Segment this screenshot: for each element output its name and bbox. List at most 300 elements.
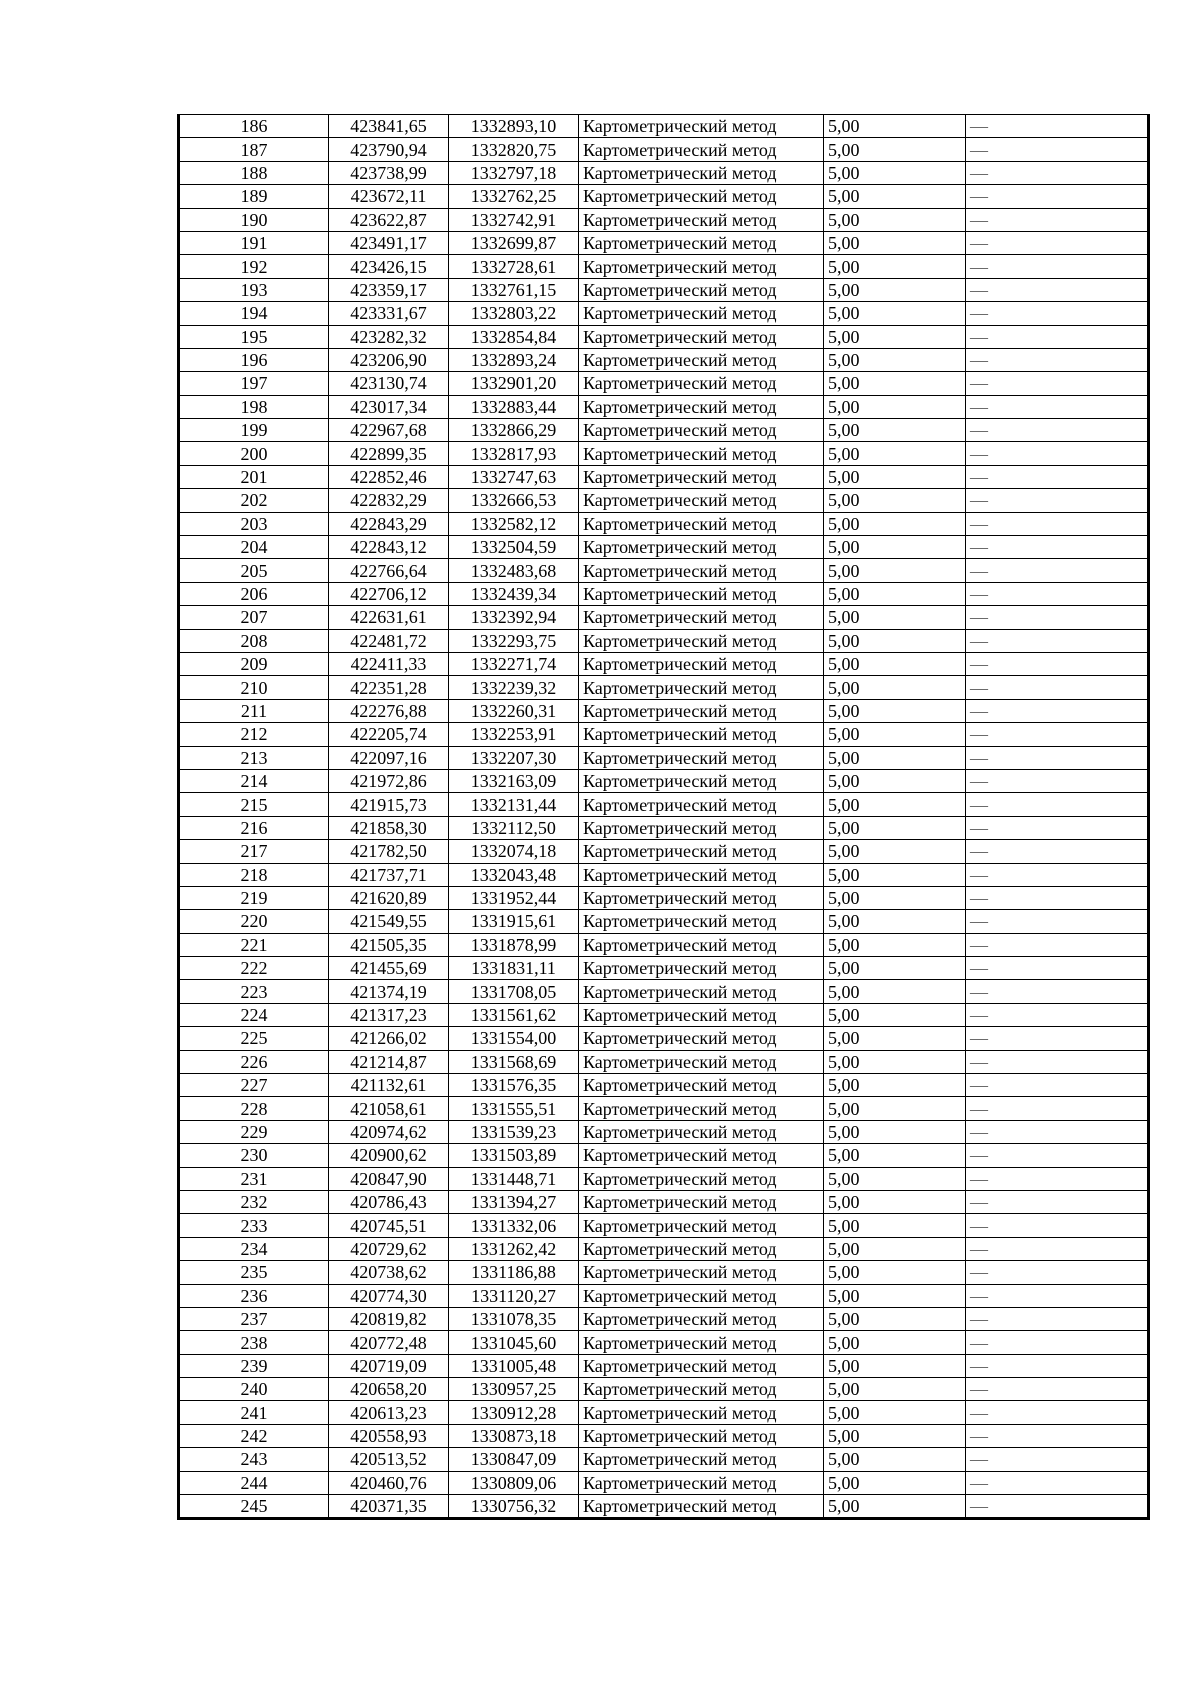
- note-cell: —: [966, 1307, 1149, 1330]
- point-number-cell: 208: [179, 629, 329, 652]
- y-coordinate-cell: 1332131,44: [449, 793, 579, 816]
- point-number-cell: 232: [179, 1190, 329, 1213]
- x-coordinate-cell: 421737,71: [329, 863, 449, 886]
- note-cell: —: [966, 536, 1149, 559]
- table-row: [179, 512, 1149, 535]
- accuracy-cell: 5,00: [824, 559, 966, 582]
- x-coordinate-cell: 421214,87: [329, 1050, 449, 1073]
- accuracy-cell: 5,00: [824, 886, 966, 909]
- note-cell: —: [966, 1261, 1149, 1284]
- x-coordinate-cell: 422832,29: [329, 489, 449, 512]
- x-coordinate-cell: 421455,69: [329, 957, 449, 980]
- point-number-cell: 207: [179, 606, 329, 629]
- method-cell: Картометрический метод: [579, 629, 824, 652]
- y-coordinate-cell: 1331831,11: [449, 957, 579, 980]
- note-cell: —: [966, 769, 1149, 792]
- y-coordinate-cell: 1332820,75: [449, 138, 579, 161]
- y-coordinate-cell: 1331555,51: [449, 1097, 579, 1120]
- table-row: [179, 886, 1149, 909]
- x-coordinate-cell: 420513,52: [329, 1448, 449, 1471]
- table-row: [179, 1307, 1149, 1330]
- accuracy-cell: 5,00: [824, 1003, 966, 1026]
- table-row: [179, 933, 1149, 956]
- point-number-cell: 225: [179, 1027, 329, 1050]
- point-number-cell: 229: [179, 1120, 329, 1143]
- y-coordinate-cell: 1330809,06: [449, 1471, 579, 1494]
- table-row: [179, 489, 1149, 512]
- coordinates-table: [177, 114, 1150, 1520]
- point-number-cell: 196: [179, 348, 329, 371]
- note-cell: —: [966, 1378, 1149, 1401]
- method-cell: Картометрический метод: [579, 559, 824, 582]
- y-coordinate-cell: 1331539,23: [449, 1120, 579, 1143]
- point-number-cell: 186: [179, 115, 329, 138]
- x-coordinate-cell: 421858,30: [329, 816, 449, 839]
- table-row: [179, 1003, 1149, 1026]
- table-row: [179, 278, 1149, 301]
- y-coordinate-cell: 1332271,74: [449, 652, 579, 675]
- accuracy-cell: 5,00: [824, 395, 966, 418]
- table-row: [179, 699, 1149, 722]
- point-number-cell: 193: [179, 278, 329, 301]
- point-number-cell: 228: [179, 1097, 329, 1120]
- table-row: [179, 1097, 1149, 1120]
- y-coordinate-cell: 1332761,15: [449, 278, 579, 301]
- method-cell: Картометрический метод: [579, 536, 824, 559]
- accuracy-cell: 5,00: [824, 793, 966, 816]
- accuracy-cell: 5,00: [824, 442, 966, 465]
- note-cell: —: [966, 115, 1149, 138]
- point-number-cell: 215: [179, 793, 329, 816]
- note-cell: —: [966, 185, 1149, 208]
- table-row: [179, 1237, 1149, 1260]
- point-number-cell: 233: [179, 1214, 329, 1237]
- method-cell: Картометрический метод: [579, 1190, 824, 1213]
- y-coordinate-cell: 1331448,71: [449, 1167, 579, 1190]
- table-row: [179, 395, 1149, 418]
- x-coordinate-cell: 421374,19: [329, 980, 449, 1003]
- y-coordinate-cell: 1331005,48: [449, 1354, 579, 1377]
- point-number-cell: 226: [179, 1050, 329, 1073]
- x-coordinate-cell: 422276,88: [329, 699, 449, 722]
- x-coordinate-cell: 423282,32: [329, 325, 449, 348]
- note-cell: —: [966, 278, 1149, 301]
- accuracy-cell: 5,00: [824, 723, 966, 746]
- x-coordinate-cell: 422706,12: [329, 582, 449, 605]
- table-row: [179, 115, 1149, 138]
- x-coordinate-cell: 420819,82: [329, 1307, 449, 1330]
- x-coordinate-cell: 420738,62: [329, 1261, 449, 1284]
- x-coordinate-cell: 423130,74: [329, 372, 449, 395]
- y-coordinate-cell: 1331878,99: [449, 933, 579, 956]
- note-cell: —: [966, 1214, 1149, 1237]
- table-row: [179, 372, 1149, 395]
- x-coordinate-cell: 420558,93: [329, 1424, 449, 1447]
- table-row: [179, 1354, 1149, 1377]
- y-coordinate-cell: 1332439,34: [449, 582, 579, 605]
- point-number-cell: 237: [179, 1307, 329, 1330]
- point-number-cell: 189: [179, 185, 329, 208]
- method-cell: Картометрический метод: [579, 1027, 824, 1050]
- method-cell: Картометрический метод: [579, 395, 824, 418]
- table-row: [179, 442, 1149, 465]
- accuracy-cell: 5,00: [824, 1307, 966, 1330]
- point-number-cell: 242: [179, 1424, 329, 1447]
- point-number-cell: 192: [179, 255, 329, 278]
- note-cell: —: [966, 629, 1149, 652]
- method-cell: Картометрический метод: [579, 208, 824, 231]
- method-cell: Картометрический метод: [579, 1097, 824, 1120]
- accuracy-cell: 5,00: [824, 980, 966, 1003]
- note-cell: —: [966, 231, 1149, 254]
- note-cell: —: [966, 442, 1149, 465]
- y-coordinate-cell: 1332112,50: [449, 816, 579, 839]
- y-coordinate-cell: 1332392,94: [449, 606, 579, 629]
- method-cell: Картометрический метод: [579, 793, 824, 816]
- y-coordinate-cell: 1331120,27: [449, 1284, 579, 1307]
- method-cell: Картометрический метод: [579, 1331, 824, 1354]
- method-cell: Картометрический метод: [579, 1003, 824, 1026]
- table-row: [179, 1214, 1149, 1237]
- method-cell: Картометрический метод: [579, 886, 824, 909]
- x-coordinate-cell: 422843,12: [329, 536, 449, 559]
- point-number-cell: 210: [179, 676, 329, 699]
- method-cell: Картометрический метод: [579, 746, 824, 769]
- method-cell: Картометрический метод: [579, 933, 824, 956]
- accuracy-cell: 5,00: [824, 1214, 966, 1237]
- y-coordinate-cell: 1331576,35: [449, 1074, 579, 1097]
- table-row: [179, 746, 1149, 769]
- point-number-cell: 202: [179, 489, 329, 512]
- x-coordinate-cell: 423738,99: [329, 161, 449, 184]
- table-row: [179, 582, 1149, 605]
- y-coordinate-cell: 1331568,69: [449, 1050, 579, 1073]
- note-cell: —: [966, 699, 1149, 722]
- accuracy-cell: 5,00: [824, 1167, 966, 1190]
- method-cell: Картометрический метод: [579, 1144, 824, 1167]
- method-cell: Картометрический метод: [579, 372, 824, 395]
- table-row: [179, 816, 1149, 839]
- x-coordinate-cell: 423359,17: [329, 278, 449, 301]
- y-coordinate-cell: 1331554,00: [449, 1027, 579, 1050]
- method-cell: Картометрический метод: [579, 606, 824, 629]
- table-row: [179, 629, 1149, 652]
- accuracy-cell: 5,00: [824, 1120, 966, 1143]
- point-number-cell: 199: [179, 419, 329, 442]
- x-coordinate-cell: 420900,62: [329, 1144, 449, 1167]
- table-row: [179, 138, 1149, 161]
- point-number-cell: 211: [179, 699, 329, 722]
- note-cell: —: [966, 910, 1149, 933]
- accuracy-cell: 5,00: [824, 512, 966, 535]
- y-coordinate-cell: 1332207,30: [449, 746, 579, 769]
- table-row: [179, 161, 1149, 184]
- y-coordinate-cell: 1330957,25: [449, 1378, 579, 1401]
- method-cell: Картометрический метод: [579, 1448, 824, 1471]
- x-coordinate-cell: 423790,94: [329, 138, 449, 161]
- accuracy-cell: 5,00: [824, 1074, 966, 1097]
- accuracy-cell: 5,00: [824, 185, 966, 208]
- x-coordinate-cell: 421132,61: [329, 1074, 449, 1097]
- note-cell: —: [966, 1471, 1149, 1494]
- method-cell: Картометрический метод: [579, 489, 824, 512]
- x-coordinate-cell: 420729,62: [329, 1237, 449, 1260]
- x-coordinate-cell: 421972,86: [329, 769, 449, 792]
- point-number-cell: 188: [179, 161, 329, 184]
- y-coordinate-cell: 1330847,09: [449, 1448, 579, 1471]
- note-cell: —: [966, 1097, 1149, 1120]
- accuracy-cell: 5,00: [824, 606, 966, 629]
- point-number-cell: 194: [179, 302, 329, 325]
- note-cell: —: [966, 1144, 1149, 1167]
- point-number-cell: 217: [179, 840, 329, 863]
- note-cell: —: [966, 325, 1149, 348]
- x-coordinate-cell: 423426,15: [329, 255, 449, 278]
- note-cell: —: [966, 489, 1149, 512]
- x-coordinate-cell: 422481,72: [329, 629, 449, 652]
- table-row: [179, 652, 1149, 675]
- y-coordinate-cell: 1330756,32: [449, 1495, 579, 1519]
- table-row: [179, 1471, 1149, 1494]
- accuracy-cell: 5,00: [824, 863, 966, 886]
- accuracy-cell: 5,00: [824, 465, 966, 488]
- method-cell: Картометрический метод: [579, 325, 824, 348]
- point-number-cell: 236: [179, 1284, 329, 1307]
- x-coordinate-cell: 421549,55: [329, 910, 449, 933]
- x-coordinate-cell: 423017,34: [329, 395, 449, 418]
- accuracy-cell: 5,00: [824, 1378, 966, 1401]
- x-coordinate-cell: 420847,90: [329, 1167, 449, 1190]
- table-row: [179, 1261, 1149, 1284]
- accuracy-cell: 5,00: [824, 372, 966, 395]
- note-cell: —: [966, 1190, 1149, 1213]
- accuracy-cell: 5,00: [824, 1144, 966, 1167]
- x-coordinate-cell: 421317,23: [329, 1003, 449, 1026]
- accuracy-cell: 5,00: [824, 957, 966, 980]
- note-cell: —: [966, 746, 1149, 769]
- accuracy-cell: 5,00: [824, 348, 966, 371]
- table-row: [179, 325, 1149, 348]
- note-cell: —: [966, 1074, 1149, 1097]
- accuracy-cell: 5,00: [824, 1261, 966, 1284]
- table-row: [179, 536, 1149, 559]
- point-number-cell: 235: [179, 1261, 329, 1284]
- x-coordinate-cell: 423622,87: [329, 208, 449, 231]
- table-row: [179, 606, 1149, 629]
- accuracy-cell: 5,00: [824, 1354, 966, 1377]
- point-number-cell: 239: [179, 1354, 329, 1377]
- point-number-cell: 231: [179, 1167, 329, 1190]
- table-row: [179, 302, 1149, 325]
- note-cell: —: [966, 302, 1149, 325]
- table-row: [179, 1144, 1149, 1167]
- method-cell: Картометрический метод: [579, 816, 824, 839]
- y-coordinate-cell: 1332504,59: [449, 536, 579, 559]
- note-cell: —: [966, 933, 1149, 956]
- point-number-cell: 224: [179, 1003, 329, 1026]
- table-row: [179, 1050, 1149, 1073]
- x-coordinate-cell: 422097,16: [329, 746, 449, 769]
- x-coordinate-cell: 423206,90: [329, 348, 449, 371]
- x-coordinate-cell: 420745,51: [329, 1214, 449, 1237]
- x-coordinate-cell: 422899,35: [329, 442, 449, 465]
- table-row: [179, 419, 1149, 442]
- accuracy-cell: 5,00: [824, 302, 966, 325]
- x-coordinate-cell: 423331,67: [329, 302, 449, 325]
- x-coordinate-cell: 420974,62: [329, 1120, 449, 1143]
- accuracy-cell: 5,00: [824, 1050, 966, 1073]
- method-cell: Картометрический метод: [579, 1471, 824, 1494]
- x-coordinate-cell: 421620,89: [329, 886, 449, 909]
- x-coordinate-cell: 421058,61: [329, 1097, 449, 1120]
- method-cell: Картометрический метод: [579, 1284, 824, 1307]
- table-row: [179, 559, 1149, 582]
- note-cell: —: [966, 372, 1149, 395]
- table-row: [179, 1167, 1149, 1190]
- accuracy-cell: 5,00: [824, 840, 966, 863]
- accuracy-cell: 5,00: [824, 769, 966, 792]
- point-number-cell: 200: [179, 442, 329, 465]
- table-row: [179, 1378, 1149, 1401]
- method-cell: Картометрический метод: [579, 840, 824, 863]
- point-number-cell: 209: [179, 652, 329, 675]
- accuracy-cell: 5,00: [824, 278, 966, 301]
- note-cell: —: [966, 1003, 1149, 1026]
- table-row: [179, 185, 1149, 208]
- method-cell: Картометрический метод: [579, 1237, 824, 1260]
- note-cell: —: [966, 980, 1149, 1003]
- note-cell: —: [966, 1331, 1149, 1354]
- point-number-cell: 198: [179, 395, 329, 418]
- note-cell: —: [966, 886, 1149, 909]
- note-cell: —: [966, 606, 1149, 629]
- accuracy-cell: 5,00: [824, 419, 966, 442]
- x-coordinate-cell: 420772,48: [329, 1331, 449, 1354]
- point-number-cell: 219: [179, 886, 329, 909]
- accuracy-cell: 5,00: [824, 629, 966, 652]
- point-number-cell: 241: [179, 1401, 329, 1424]
- y-coordinate-cell: 1332803,22: [449, 302, 579, 325]
- x-coordinate-cell: 422205,74: [329, 723, 449, 746]
- y-coordinate-cell: 1331186,88: [449, 1261, 579, 1284]
- y-coordinate-cell: 1332293,75: [449, 629, 579, 652]
- accuracy-cell: 5,00: [824, 208, 966, 231]
- note-cell: —: [966, 559, 1149, 582]
- method-cell: Картометрический метод: [579, 769, 824, 792]
- y-coordinate-cell: 1332666,53: [449, 489, 579, 512]
- accuracy-cell: 5,00: [824, 325, 966, 348]
- y-coordinate-cell: 1332747,63: [449, 465, 579, 488]
- note-cell: —: [966, 1284, 1149, 1307]
- y-coordinate-cell: 1331332,06: [449, 1214, 579, 1237]
- y-coordinate-cell: 1332883,44: [449, 395, 579, 418]
- method-cell: Картометрический метод: [579, 699, 824, 722]
- y-coordinate-cell: 1332901,20: [449, 372, 579, 395]
- table-row: [179, 1495, 1149, 1519]
- method-cell: Картометрический метод: [579, 1214, 824, 1237]
- point-number-cell: 197: [179, 372, 329, 395]
- accuracy-cell: 5,00: [824, 582, 966, 605]
- y-coordinate-cell: 1332699,87: [449, 231, 579, 254]
- point-number-cell: 204: [179, 536, 329, 559]
- accuracy-cell: 5,00: [824, 1331, 966, 1354]
- table-row: [179, 1331, 1149, 1354]
- method-cell: Картометрический метод: [579, 652, 824, 675]
- y-coordinate-cell: 1332742,91: [449, 208, 579, 231]
- method-cell: Картометрический метод: [579, 255, 824, 278]
- method-cell: Картометрический метод: [579, 1401, 824, 1424]
- point-number-cell: 245: [179, 1495, 329, 1519]
- method-cell: Картометрический метод: [579, 1354, 824, 1377]
- x-coordinate-cell: 422631,61: [329, 606, 449, 629]
- note-cell: —: [966, 161, 1149, 184]
- x-coordinate-cell: 420613,23: [329, 1401, 449, 1424]
- x-coordinate-cell: 420774,30: [329, 1284, 449, 1307]
- method-cell: Картометрический метод: [579, 910, 824, 933]
- method-cell: Картометрический метод: [579, 723, 824, 746]
- method-cell: Картометрический метод: [579, 582, 824, 605]
- table-row: [179, 980, 1149, 1003]
- note-cell: —: [966, 348, 1149, 371]
- x-coordinate-cell: 423491,17: [329, 231, 449, 254]
- method-cell: Картометрический метод: [579, 1495, 824, 1519]
- table-row: [179, 1120, 1149, 1143]
- y-coordinate-cell: 1332817,93: [449, 442, 579, 465]
- point-number-cell: 220: [179, 910, 329, 933]
- accuracy-cell: 5,00: [824, 1448, 966, 1471]
- note-cell: —: [966, 1448, 1149, 1471]
- note-cell: —: [966, 1401, 1149, 1424]
- note-cell: —: [966, 1027, 1149, 1050]
- y-coordinate-cell: 1331561,62: [449, 1003, 579, 1026]
- y-coordinate-cell: 1332582,12: [449, 512, 579, 535]
- note-cell: —: [966, 1424, 1149, 1447]
- x-coordinate-cell: 421915,73: [329, 793, 449, 816]
- accuracy-cell: 5,00: [824, 1424, 966, 1447]
- y-coordinate-cell: 1332074,18: [449, 840, 579, 863]
- y-coordinate-cell: 1331503,89: [449, 1144, 579, 1167]
- note-cell: —: [966, 512, 1149, 535]
- x-coordinate-cell: 421266,02: [329, 1027, 449, 1050]
- table-row: [179, 231, 1149, 254]
- note-cell: —: [966, 1354, 1149, 1377]
- point-number-cell: 222: [179, 957, 329, 980]
- point-number-cell: 216: [179, 816, 329, 839]
- x-coordinate-cell: 422411,33: [329, 652, 449, 675]
- method-cell: Картометрический метод: [579, 980, 824, 1003]
- note-cell: —: [966, 863, 1149, 886]
- method-cell: Картометрический метод: [579, 302, 824, 325]
- x-coordinate-cell: 423672,11: [329, 185, 449, 208]
- point-number-cell: 190: [179, 208, 329, 231]
- method-cell: Картометрический метод: [579, 138, 824, 161]
- y-coordinate-cell: 1331045,60: [449, 1331, 579, 1354]
- y-coordinate-cell: 1330873,18: [449, 1424, 579, 1447]
- accuracy-cell: 5,00: [824, 1190, 966, 1213]
- table-row: [179, 208, 1149, 231]
- point-number-cell: 195: [179, 325, 329, 348]
- x-coordinate-cell: 420719,09: [329, 1354, 449, 1377]
- note-cell: —: [966, 652, 1149, 675]
- point-number-cell: 238: [179, 1331, 329, 1354]
- note-cell: —: [966, 465, 1149, 488]
- accuracy-cell: 5,00: [824, 746, 966, 769]
- point-number-cell: 223: [179, 980, 329, 1003]
- method-cell: Картометрический метод: [579, 1167, 824, 1190]
- point-number-cell: 214: [179, 769, 329, 792]
- y-coordinate-cell: 1332483,68: [449, 559, 579, 582]
- accuracy-cell: 5,00: [824, 699, 966, 722]
